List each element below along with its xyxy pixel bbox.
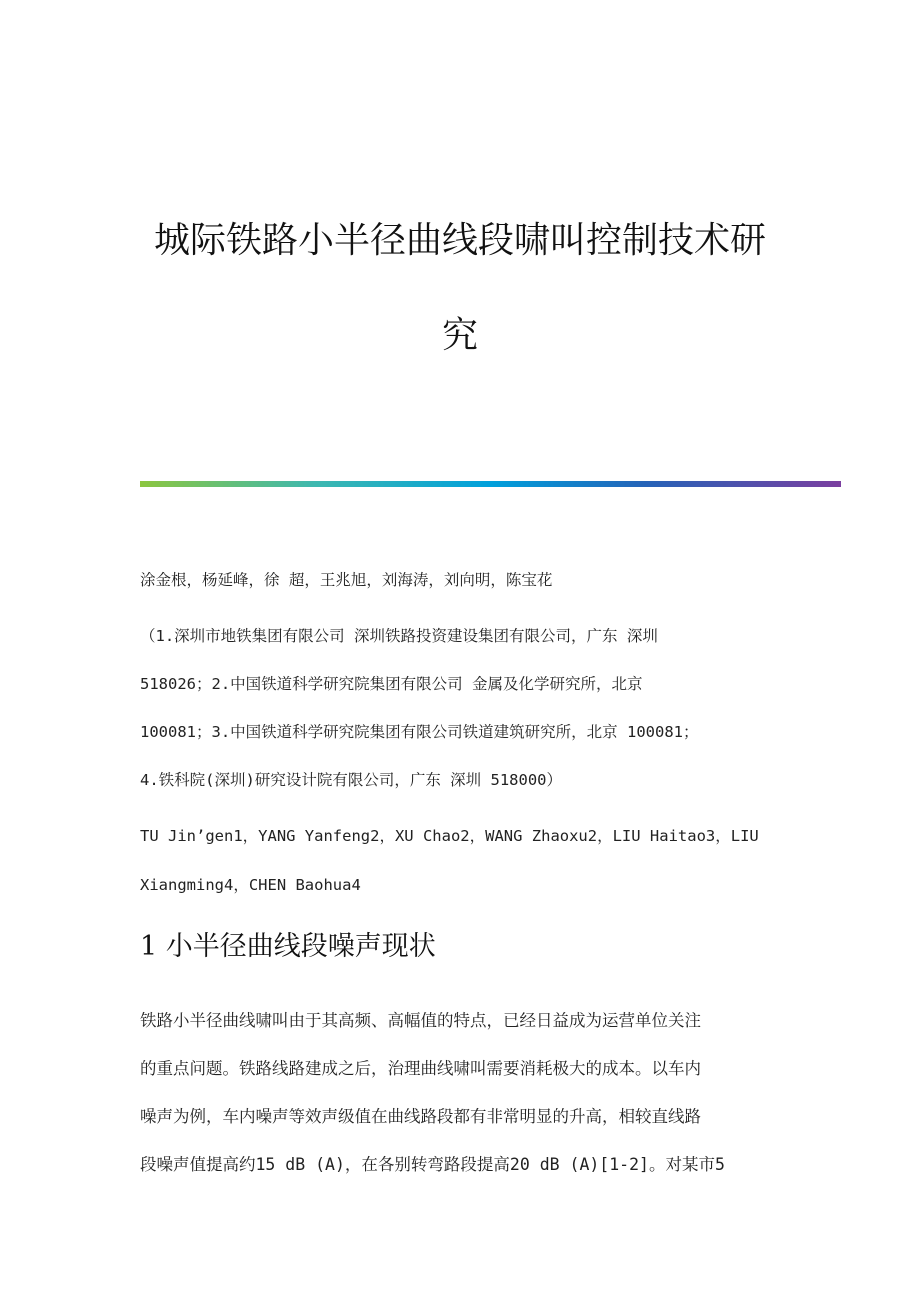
paper-title-line-2: 究 [441,315,478,356]
body-line-2: 的重点问题。铁路线路建成之后，治理曲线啸叫需要消耗极大的成本。以车内 [140,1059,701,1078]
affiliation-line-2: 518026；2.中国铁道科学研究院集团有限公司 金属及化学研究所，北京 [140,675,643,693]
affiliation-line-1: （1.深圳市地铁集团有限公司 深圳铁路投资建设集团有限公司，广东 深圳 [140,627,658,645]
authors-english-line-2: Xiangming4，CHEN Baohua4 [140,876,361,894]
affiliation-line-3: 100081；3.中国铁道科学研究院集团有限公司铁道建筑研究所，北京 100081； [140,723,699,741]
body-line-4: 段噪声值提高约15 dB (A)，在各别转弯路段提高20 dB (A)[1-2]。对某市5 [140,1155,725,1174]
title-divider-gradient [140,481,841,487]
paper-title-line-1: 城际铁路小半径曲线段啸叫控制技术研 [153,220,766,261]
authors-chinese: 涂金根，杨延峰，徐 超，王兆旭，刘海涛，刘向明，陈宝花 [140,571,553,589]
section-heading: 1 小半径曲线段噪声现状 [140,931,436,962]
authors-english-line-1: TU Jin’gen1，YANG Yanfeng2，XU Chao2，WANG Zhaoxu2，LIU Haitao3，LIU [140,827,759,845]
body-line-3: 噪声为例，车内噪声等效声级值在曲线路段都有非常明显的升高，相较直线路 [140,1107,701,1126]
body-line-1: 铁路小半径曲线啸叫由于其高频、高幅值的特点，已经日益成为运营单位关注 [140,1011,701,1030]
affiliation-line-4: 4.铁科院(深圳)研究设计院有限公司，广东 深圳 518000） [140,771,562,789]
